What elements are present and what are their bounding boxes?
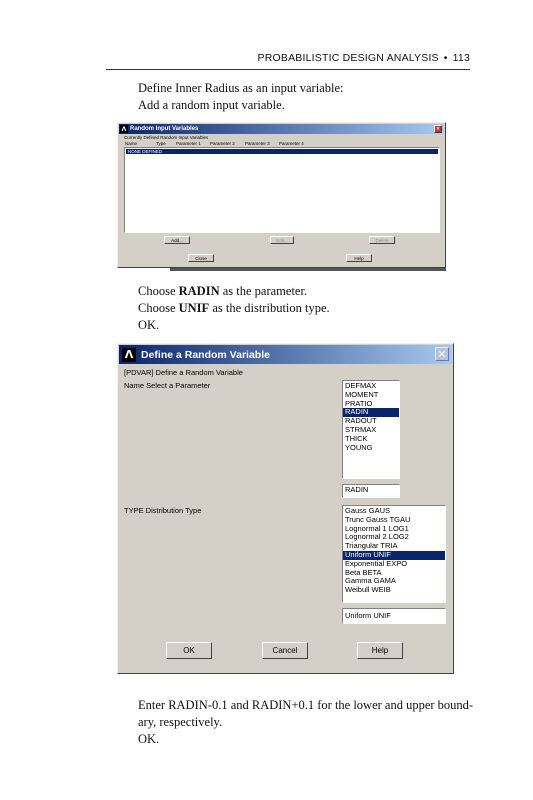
header-rule	[106, 69, 470, 70]
close-icon[interactable]: ×	[435, 347, 449, 361]
column-header-name: Name	[125, 141, 138, 146]
help-button[interactable]: Help	[357, 642, 403, 659]
distribution-option[interactable]: Gamma GAMA	[345, 576, 396, 586]
distribution-option[interactable]: Gauss GAUS	[345, 506, 391, 515]
distribution-type-label: TYPE Distribution Type	[124, 506, 202, 515]
column-header-type: Type	[156, 141, 166, 146]
delete-button[interactable]: Delete	[369, 236, 395, 244]
parameter-option[interactable]: YOUNG	[345, 442, 373, 452]
parameter-option[interactable]: THICK	[345, 433, 368, 443]
column-header-parameter-1: Parameter 1	[176, 141, 201, 146]
instruction-choose-unif	[138, 300, 330, 317]
distribution-option[interactable]: Triangular TRIA	[345, 541, 398, 551]
edit-button[interactable]: Edit...	[270, 236, 294, 244]
parameter-option[interactable]: STRMAX	[345, 424, 377, 434]
random-input-variables-dialog	[117, 122, 446, 268]
distribution-option[interactable]: Lognormal 2 LOG2	[345, 532, 409, 542]
instruction-choose-radin	[138, 283, 307, 300]
help-button[interactable]: Help	[346, 254, 372, 262]
distribution-option[interactable]: Weibull WEIB	[345, 585, 391, 595]
instruction-enter-bounds-cont: ary, respectively.	[138, 715, 223, 729]
close-button[interactable]: Close	[188, 254, 214, 262]
parameter-option[interactable]: RADOUT	[345, 416, 377, 426]
column-header-parameter-3: Parameter 3	[245, 141, 270, 146]
distribution-option[interactable]: Beta BETA	[345, 567, 382, 577]
list-row-none-defined[interactable]: NONE DEFINED	[126, 149, 438, 154]
dialog-title: Random Input Variables	[130, 126, 199, 132]
text-segment: Choose	[138, 284, 179, 298]
page-number: 113	[452, 52, 470, 64]
text-segment: as the parameter.	[219, 284, 308, 298]
selected-distribution-field[interactable]: Uniform UNIF	[342, 608, 446, 624]
distribution-option[interactable]: Lognormal 1 LOG1	[345, 523, 409, 533]
instruction-enter-bounds: Enter RADIN-0.1 and RADIN+0.1 for the lower and upper bound-	[138, 698, 474, 712]
parameter-option[interactable]: MOMENT	[345, 389, 379, 399]
random-variables-list[interactable]	[124, 147, 440, 233]
instruction-ok: OK.	[138, 318, 160, 332]
dialog-titlebar[interactable]	[119, 124, 444, 134]
command-label: [PDVAR] Define a Random Variable	[124, 368, 243, 377]
text-segment: Choose	[138, 301, 179, 315]
column-header-parameter-4: Parameter 4	[279, 141, 304, 146]
distribution-option-selected[interactable]: Uniform UNIF	[343, 551, 445, 560]
dialog-titlebar[interactable]	[119, 345, 452, 364]
ansys-logo-icon: Λ	[121, 125, 127, 133]
parameter-option[interactable]: PRATIO	[345, 398, 373, 408]
chapter-title: PROBABILISTIC DESIGN ANALYSIS	[257, 52, 439, 64]
emphasis-unif: UNIF	[178, 301, 210, 315]
text-segment: as the distribution type.	[209, 301, 330, 315]
define-random-variable-dialog	[117, 343, 454, 674]
bullet-separator: •	[443, 52, 448, 64]
cancel-button[interactable]: Cancel	[262, 642, 308, 659]
ok-button[interactable]: OK	[166, 642, 212, 659]
list-caption: Currently Defined Random Input Variables	[124, 135, 209, 140]
running-head	[106, 52, 470, 64]
parameter-label: Name Select a Parameter	[124, 381, 211, 390]
dialog-title: Define a Random Variable	[141, 348, 270, 361]
add-button[interactable]: Add...	[164, 236, 190, 244]
parameter-listbox[interactable]	[342, 380, 400, 479]
distribution-listbox[interactable]	[342, 505, 446, 603]
instruction-define-inner-radius: Define Inner Radius as an input variable:	[138, 81, 344, 95]
instruction-ok-final: OK.	[138, 732, 160, 746]
close-icon[interactable]: ×	[435, 126, 441, 132]
distribution-option[interactable]: Trunc Gauss TGAU	[345, 514, 411, 524]
instruction-add-random-input: Add a random input variable.	[138, 98, 285, 112]
selected-parameter-field[interactable]: RADIN	[342, 484, 400, 498]
emphasis-radin: RADIN	[178, 284, 220, 298]
parameter-option-selected[interactable]: RADIN	[343, 408, 399, 417]
ansys-logo-icon: Λ	[122, 348, 136, 362]
taskbar-strip	[170, 268, 446, 271]
distribution-option[interactable]: Exponential EXPO	[345, 558, 408, 568]
parameter-option[interactable]: DEFMAX	[345, 381, 377, 390]
column-header-parameter-2: Parameter 2	[210, 141, 235, 146]
